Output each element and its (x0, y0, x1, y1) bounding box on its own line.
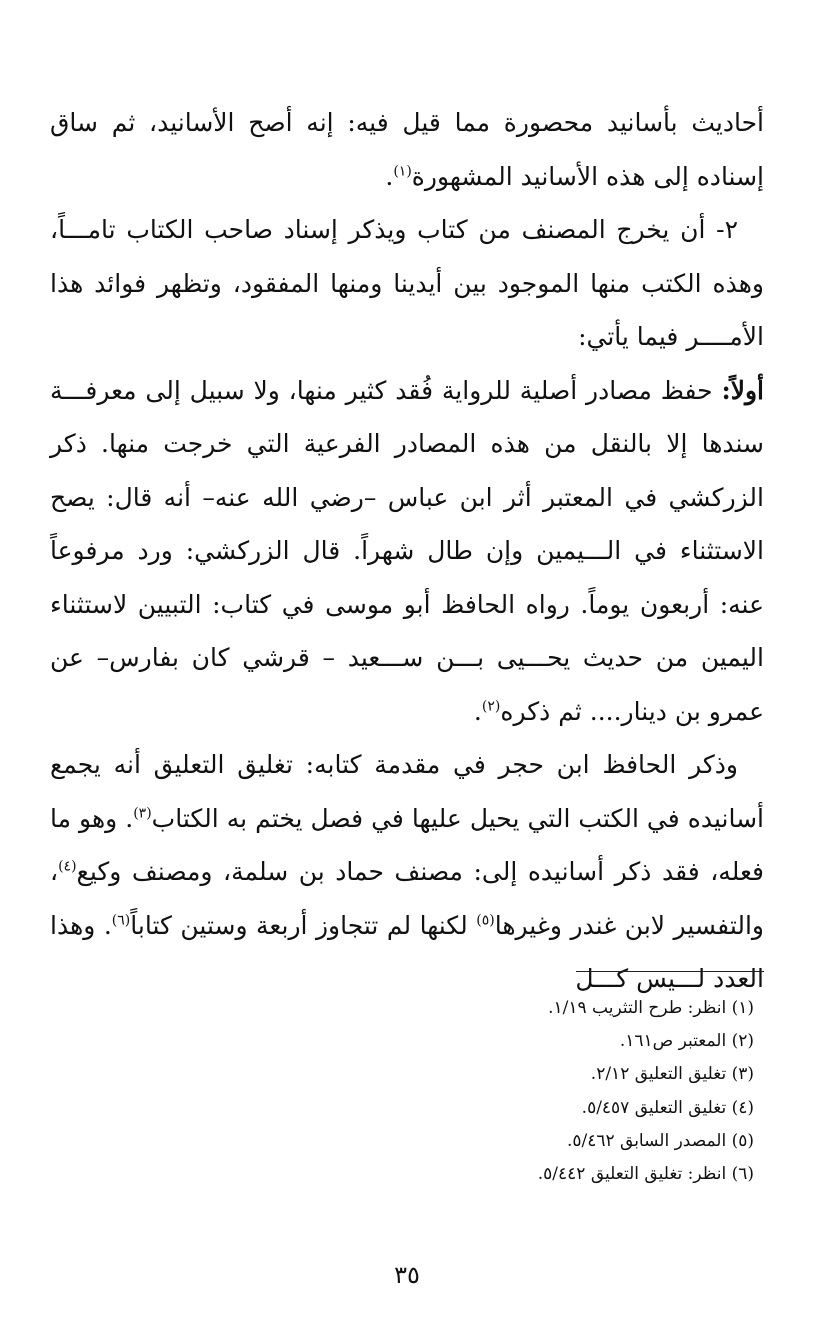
paragraph-4 (50, 738, 764, 1006)
text-run: وذكر الحافظ ابن حجر في مقدمة كتابه: تغليق التعليق أنه يجمع أسانيده في الكتب التي يحيل عليها في فصل يختم به الكتاب (50, 750, 764, 833)
footnote-ref-2: (٢) (481, 698, 501, 715)
text-run: . (473, 696, 482, 726)
footnote-1: (١) انظر: طرح التثريب ١/١٩. (548, 998, 754, 1018)
footnote-5: (٥) المصدر السابق ٥/٤٦٢. (566, 1130, 754, 1151)
paragraph-2 (50, 203, 764, 364)
text-run: لكنها لم تتجاوز أربعة وستين كتاباً (130, 910, 477, 940)
footnote-ref-5: (٥) (476, 912, 495, 929)
footnote-ref-3: (٣) (133, 805, 152, 822)
main-text (50, 96, 764, 1006)
footnote-4: (٤) تغليق التعليق ٥/٤٥٧. (581, 1097, 754, 1118)
footnotes (50, 992, 754, 1191)
text-run: أحاديث بأسانيد محصورة مما قيل فيه: إنه أصح الأسانيد، ثم ساق إسناده إلى هذه الأسانيد المشهورة (50, 108, 764, 191)
footnote-6: (٦) انظر: تغليق التعليق ٥/٤٤٢. (537, 1164, 754, 1185)
footnote-ref-1: (١) (393, 163, 412, 180)
footnote-divider (576, 971, 764, 972)
paragraph-1 (50, 96, 764, 203)
footnote-ref-4: (٤) (58, 858, 77, 875)
footnote-ref-6: (٦) (111, 912, 131, 929)
paragraph-3 (50, 364, 764, 739)
page-number: ٣٥ (394, 1261, 420, 1289)
paragraph-lead: أولاً: (721, 375, 764, 405)
text-run: . وهذا العدد لـــيس كـــل (50, 910, 764, 993)
text-run: ٢- أن يخرج المصنف من كتاب ويذكر إسناد صاحب الكتاب تامـــاً، وهذه الكتب منها الموجود بين أيدينا ومنها المفقود، وتظهر فوائد هذا الأمــــر فيما يأتي: (50, 215, 764, 351)
footnote-2: (٢) المعتبر ص١٦١. (619, 1031, 754, 1052)
text-run: ، والتفسير لابن غندر وغيرها (50, 857, 765, 940)
text-run: . وهو ما فعله، فقد ذكر أسانيده إلى: مصنف حماد بن سلمة، ومصنف وكيع (50, 803, 764, 886)
text-run: حفظ مصادر أصلية للرواية فُقد كثير منها، ولا سبيل إلى معرفـــة سندها إلا بالنقل من هذه المصادر الفرعية التي خرجت منها. ذكر الزركشي في المعتبر أثر ابن عباس –رضي الله عنه– أنه قال: يصح الاستثناء في الـــيمين وإن طال شهراً. قال الزركشي: ورد مرفوعاً عنه: أربعون يوماً. رواه الحافظ أبو موسى في كتاب: التبيين لاستثناء اليمين من حديث يحـــيى بـــن ســـعيد – قرشي كان بفارس– عن عمرو بن دينار.... ثم ذكره (50, 375, 764, 726)
footnote-3: (٣) تغليق التعليق ٢/١٢. (590, 1064, 754, 1085)
text-run: . (385, 161, 394, 191)
